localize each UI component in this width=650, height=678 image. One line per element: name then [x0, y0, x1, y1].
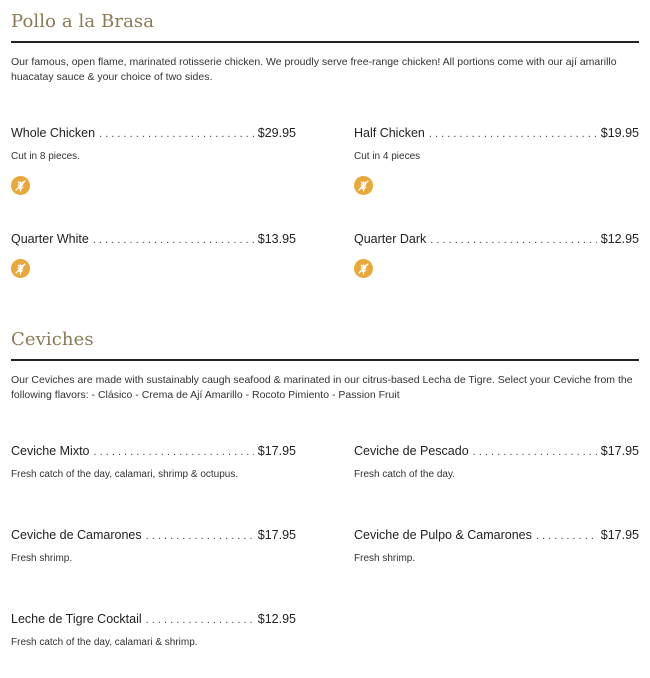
menu-item-ceviche-mixto	[11, 443, 296, 481]
item-description: Fresh catch of the day, calamari & shrimp.	[11, 637, 198, 648]
section-ceviches	[11, 329, 639, 403]
menu-item-quarter-dark	[354, 231, 639, 248]
dot-leader	[430, 232, 597, 248]
item-name: Quarter Dark	[354, 232, 427, 246]
gluten-free-icon	[11, 176, 30, 195]
section-divider	[11, 359, 639, 361]
item-price: $12.95	[257, 612, 296, 626]
item-name: Quarter White	[11, 232, 89, 246]
item-price: $19.95	[600, 126, 639, 140]
item-description: Cut in 8 pieces.	[11, 151, 80, 162]
item-price: $12.95	[600, 232, 639, 246]
item-description: Fresh catch of the day, calamari, shrimp & octupus.	[11, 469, 239, 480]
item-price: $13.95	[257, 232, 296, 246]
section-pollo-a-la-brasa	[11, 11, 639, 85]
item-name: Ceviche de Pulpo & Camarones	[354, 528, 532, 542]
section-title: Pollo a la Brasa	[11, 11, 155, 32]
menu-item-quarter-white	[11, 231, 296, 248]
item-price: $29.95	[257, 126, 296, 140]
section-divider	[11, 41, 639, 43]
menu-item-leche-de-tigre-cocktail	[11, 611, 296, 649]
item-description: Fresh shrimp.	[11, 553, 73, 564]
dot-leader	[94, 444, 254, 460]
item-description: Fresh shrimp.	[354, 553, 416, 564]
dot-leader	[99, 126, 254, 142]
menu-item-whole-chicken	[11, 125, 296, 163]
section-description: Our Ceviches are made with sustainably caugh seafood & marinated in our citrus-based Lecha de Tigre. Select your Ceviche from the following flavors: - Clásico - Crema de Ají Amarillo - Rocoto Pimiento - Passion Fruit	[11, 374, 633, 401]
dot-leader	[473, 444, 597, 460]
item-name: Ceviche de Pescado	[354, 444, 469, 458]
dot-leader	[146, 528, 254, 544]
dot-leader	[93, 232, 254, 248]
item-name: Whole Chicken	[11, 126, 96, 140]
dot-leader	[429, 126, 597, 142]
dot-leader	[536, 528, 597, 544]
dot-leader	[146, 612, 254, 628]
item-name: Ceviche Mixto	[11, 444, 90, 458]
item-name: Half Chicken	[354, 126, 425, 140]
menu-item-ceviche-de-pulpo-camarones	[354, 527, 639, 565]
gluten-free-icon	[11, 259, 30, 278]
item-price: $17.95	[600, 444, 639, 458]
menu-item-ceviche-de-camarones	[11, 527, 296, 565]
section-description: Our famous, open flame, marinated rotisserie chicken. We proudly serve free-range chicken! All portions come with our ají amarillo huacatay sauce & your choice of two sides.	[11, 56, 617, 83]
item-description: Cut in 4 pieces	[354, 151, 421, 162]
gluten-free-icon	[354, 259, 373, 278]
section-title: Ceviches	[11, 329, 94, 350]
item-name: Leche de Tigre Cocktail	[11, 612, 142, 626]
item-price: $17.95	[257, 528, 296, 542]
item-description: Fresh catch of the day.	[354, 469, 455, 480]
menu-item-ceviche-de-pescado	[354, 443, 639, 481]
gluten-free-icon	[354, 176, 373, 195]
item-name: Ceviche de Camarones	[11, 528, 142, 542]
menu-item-half-chicken	[354, 125, 639, 163]
item-price: $17.95	[600, 528, 639, 542]
item-price: $17.95	[257, 444, 296, 458]
